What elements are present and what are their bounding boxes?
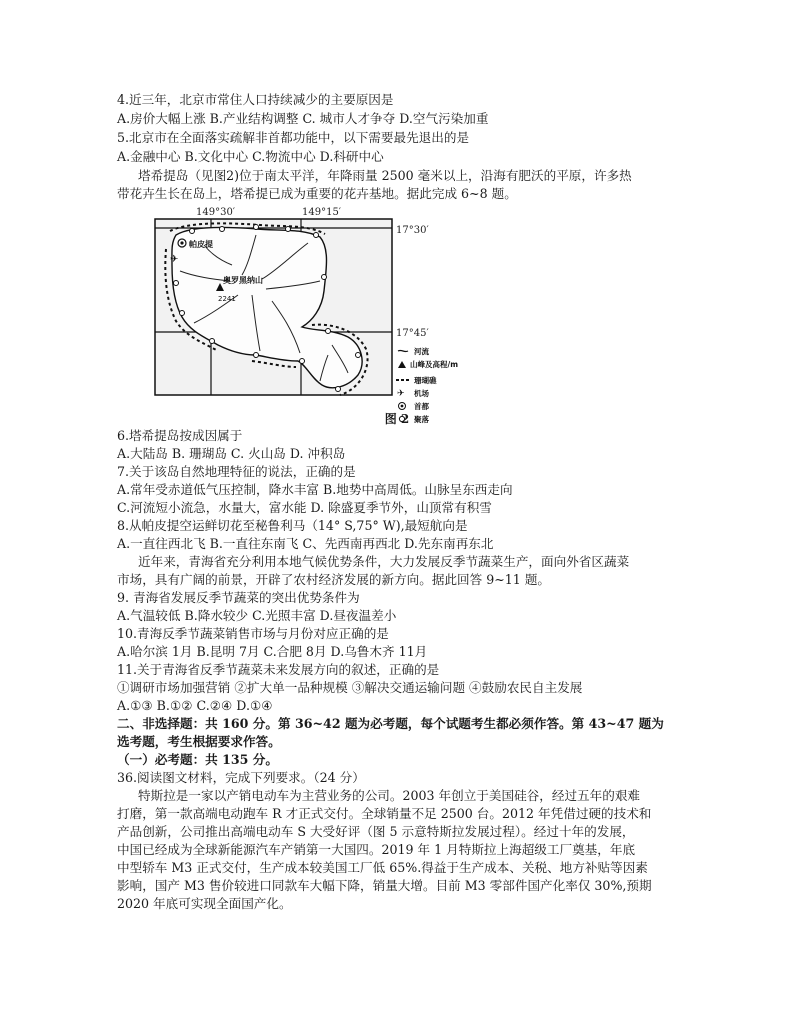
tesla-paragraph-line3: 产品创新，公司推出高端电动车 S 大受好评（图 5 示意特斯拉发展过程）。经过十年的发展， [117,824,635,839]
question-11: 11.关于青海省反季节蔬菜未来发展方向的叙述，正确的是 [117,662,440,677]
passage-tahiti-line2: 带花卉生长在岛上，塔希提已成为重要的花卉基地。据此完成 6~8 题。 [117,186,517,201]
peak-height: 2241 [218,295,236,303]
question-7-options-ab: A.常年受赤道低气压控制，降水丰富 B.地势中高周低。山脉呈东西走向 [117,482,513,497]
figure-label: 图 2 [384,412,410,426]
tesla-paragraph-line5: 中型轿车 M3 正式交付，生产成本较美国工厂低 65%.得益于生产成本、关税、地方补贴等因素 [117,860,648,875]
question-9-options: A.气温较低 B.降水较少 C.光照丰富 D.昼夜温差小 [117,608,397,623]
legend-river: 河流 [414,347,429,356]
question-8: 8.从帕皮提空运鲜切花至秘鲁利马（14° S,75° W),最短航向是 [117,518,468,533]
city-label: 帕皮提 [189,240,213,249]
legend-capital: 首都 [414,402,429,411]
airport-icon: ✈ [170,254,179,265]
passage-qinghai-line1: 近年来，青海省充分利用本地气候优势条件，大力发展反季节蔬菜生产，面向外省区蔬菜 [138,554,630,569]
tesla-paragraph-line4: 中国已经成为全球新能源汽车产销第一大国四。2019 年 1 月特斯拉上海超级工厂奠基，年底 [117,842,636,857]
tahiti-map [152,205,459,431]
required-section-heading: （一）必考题：共 135 分。 [117,752,278,767]
question-6: 6.塔希提岛按成因属于 [117,428,243,443]
question-5: 5.北京市在全面落实疏解非首都功能中，以下需要最先退出的是 [117,130,470,145]
legend-peak: 山峰及高程/m [410,360,459,369]
question-9: 9. 青海省发展反季节蔬菜的突出优势条件为 [117,590,360,605]
question-4-options: A.房价大幅上涨 B.产业结构调整 C. 城市人才争夺 D.空气污染加重 [117,111,489,126]
legend-reef: 珊瑚礁 [414,376,437,385]
legend-airport-symbol: ✈ [397,389,405,399]
lat-label-bottom: 17°45′ [396,328,429,339]
question-10-options: A.哈尔滨 1月 B.昆明 7月 C.合肥 8月 D.乌鲁木齐 11月 [117,644,428,659]
section-2-heading: 二、非选择题：共 160 分。第 36~42 题为必考题，每个试题考生都必须作答。第 43~47 题为 [117,716,664,731]
section-2-heading-cont: 选考题，考生根据要求作答。 [117,734,281,749]
lon-label-left: 149°30′ [196,207,236,218]
tesla-paragraph-line7: 2020 年底可实现全面国产化。 [117,896,292,911]
passage-qinghai-line2: 市场，具有广阔的前景，开辟了农村经济发展的新方向。据此回答 9~11 题。 [117,572,551,587]
question-11-options: A.①③ B.①② C.②④ D.①④ [117,698,273,713]
question-36: 36.阅读图文材料，完成下列要求。（24 分） [117,770,365,785]
passage-tahiti-line1: 塔希提岛（见图2)位于南太平洋，年降雨量 2500 毫米以上，沿海有肥沃的平原，许多热 [138,168,632,183]
capital-marker [178,239,186,247]
question-4: 4.近三年，北京市常住人口持续减少的主要原因是 [117,92,394,107]
legend-settlement: 聚落 [414,415,429,424]
tesla-paragraph-line2: 打磨，第一款高端电动跑车 R 才正式交付。全球销量不足 2500 台。2012 年凭借过硬的技术和 [117,806,652,821]
tesla-paragraph-line1: 特斯拉是一家以产销电动车为主营业务的公司。2003 年创立于美国硅谷，经过五年的艰难 [138,788,641,803]
lon-label-right: 149°15′ [302,207,342,218]
question-7: 7.关于该岛自然地理特征的说法，正确的是 [117,464,356,479]
question-6-options: A.大陆岛 B. 珊瑚岛 C. 火山岛 D. 冲积岛 [117,446,346,461]
question-11-statements: ①调研市场加强营销 ②扩大单一品种规模 ③解决交通运输问题 ④鼓励农民自主发展 [117,680,583,695]
legend-airport: 机场 [414,389,429,398]
question-7-options-cd: C.河流短小流急，水量大，富水能 D. 除盛夏季节外，山顶常有积雪 [117,500,492,515]
question-5-options: A.金融中心 B.文化中心 C.物流中心 D.科研中心 [117,149,384,164]
legend-river-symbol [398,350,408,351]
question-8-options: A.一直往西北飞 B.一直往东南飞 C、先西南再西北 D.先东南再东北 [117,536,494,551]
legend-peak-symbol [398,361,406,368]
question-10: 10.青海反季节蔬菜销售市场与月份对应正确的是 [117,626,389,641]
lat-label-top: 17°30′ [396,225,429,236]
peak-label: 奥罗黑纳山 [223,276,263,285]
tesla-paragraph-line6: 影响，国产 M3 售价较进口同款车大幅下降，销量大增。目前 M3 零部件国产化率仅 30%,预期 [117,878,652,893]
